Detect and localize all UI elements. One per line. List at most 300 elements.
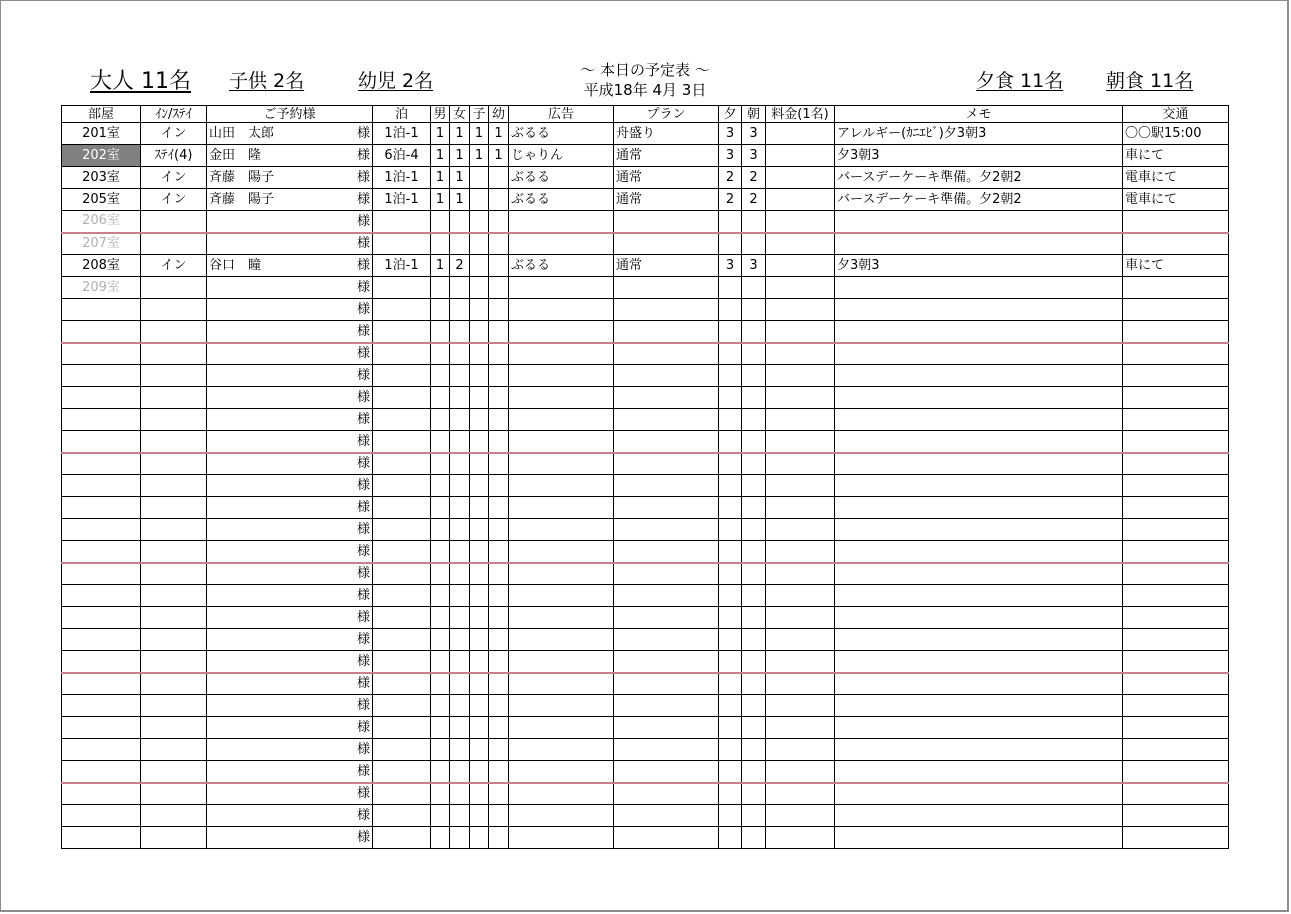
ad-cell[interactable] — [509, 233, 614, 255]
inout-cell[interactable] — [141, 365, 207, 387]
breakfast-cell[interactable]: 3 — [742, 123, 766, 145]
room-cell[interactable] — [62, 541, 141, 563]
breakfast-cell[interactable] — [742, 277, 766, 299]
room-cell[interactable] — [62, 717, 141, 739]
breakfast-cell[interactable] — [742, 695, 766, 717]
infant-cell[interactable] — [489, 475, 509, 497]
inout-cell[interactable] — [141, 585, 207, 607]
breakfast-cell[interactable] — [742, 365, 766, 387]
dinner-cell[interactable]: 2 — [719, 167, 742, 189]
room-cell[interactable]: 203室 — [62, 167, 141, 189]
ad-cell[interactable] — [509, 519, 614, 541]
inout-cell[interactable]: ｽﾃｲ(4) — [141, 145, 207, 167]
infant-cell[interactable] — [489, 607, 509, 629]
plan-cell[interactable] — [614, 365, 719, 387]
inout-cell[interactable]: イン — [141, 189, 207, 211]
female-cell[interactable]: 1 — [450, 189, 470, 211]
room-cell[interactable] — [62, 453, 141, 475]
infant-cell[interactable] — [489, 321, 509, 343]
inout-cell[interactable] — [141, 651, 207, 673]
dinner-cell[interactable] — [719, 409, 742, 431]
inout-cell[interactable] — [141, 541, 207, 563]
infant-cell[interactable]: 1 — [489, 123, 509, 145]
infant-cell[interactable] — [489, 453, 509, 475]
nights-cell[interactable] — [373, 761, 431, 783]
transport-cell[interactable] — [1123, 365, 1229, 387]
room-cell[interactable] — [62, 783, 141, 805]
ad-cell[interactable] — [509, 761, 614, 783]
room-cell[interactable] — [62, 299, 141, 321]
memo-cell[interactable] — [835, 431, 1123, 453]
ad-cell[interactable] — [509, 783, 614, 805]
guest-cell[interactable] — [207, 365, 373, 387]
ad-cell[interactable] — [509, 475, 614, 497]
child-cell[interactable] — [470, 541, 489, 563]
transport-cell[interactable] — [1123, 453, 1229, 475]
fee-cell[interactable] — [766, 717, 835, 739]
child-cell[interactable] — [470, 827, 489, 849]
transport-cell[interactable] — [1123, 343, 1229, 365]
infant-cell[interactable] — [489, 585, 509, 607]
nights-cell[interactable] — [373, 431, 431, 453]
dinner-cell[interactable] — [719, 321, 742, 343]
breakfast-cell[interactable]: 2 — [742, 189, 766, 211]
female-cell[interactable]: 1 — [450, 123, 470, 145]
ad-cell[interactable] — [509, 321, 614, 343]
transport-cell[interactable] — [1123, 299, 1229, 321]
nights-cell[interactable] — [373, 409, 431, 431]
memo-cell[interactable] — [835, 519, 1123, 541]
inout-cell[interactable] — [141, 761, 207, 783]
inout-cell[interactable] — [141, 695, 207, 717]
transport-cell[interactable] — [1123, 431, 1229, 453]
inout-cell[interactable] — [141, 629, 207, 651]
memo-cell[interactable] — [835, 673, 1123, 695]
inout-cell[interactable] — [141, 453, 207, 475]
male-cell[interactable]: 1 — [431, 189, 450, 211]
plan-cell[interactable] — [614, 343, 719, 365]
male-cell[interactable] — [431, 629, 450, 651]
plan-cell[interactable] — [614, 541, 719, 563]
male-cell[interactable] — [431, 761, 450, 783]
inout-cell[interactable] — [141, 563, 207, 585]
guest-cell[interactable] — [207, 585, 373, 607]
nights-cell[interactable] — [373, 695, 431, 717]
female-cell[interactable] — [450, 431, 470, 453]
memo-cell[interactable] — [835, 585, 1123, 607]
plan-cell[interactable] — [614, 783, 719, 805]
guest-cell[interactable] — [207, 189, 373, 211]
memo-cell[interactable] — [835, 783, 1123, 805]
ad-cell[interactable]: ぶるる — [509, 167, 614, 189]
nights-cell[interactable]: 1泊-1 — [373, 167, 431, 189]
female-cell[interactable] — [450, 805, 470, 827]
memo-cell[interactable]: アレルギー(ｶﾆｴﾋﾞ)夕3朝3 — [835, 123, 1123, 145]
plan-cell[interactable]: 通常 — [614, 189, 719, 211]
plan-cell[interactable] — [614, 233, 719, 255]
child-cell[interactable] — [470, 783, 489, 805]
inout-cell[interactable]: イン — [141, 123, 207, 145]
female-cell[interactable] — [450, 211, 470, 233]
fee-cell[interactable] — [766, 475, 835, 497]
nights-cell[interactable] — [373, 739, 431, 761]
breakfast-cell[interactable] — [742, 585, 766, 607]
plan-cell[interactable] — [614, 761, 719, 783]
guest-cell[interactable] — [207, 277, 373, 299]
male-cell[interactable] — [431, 409, 450, 431]
nights-cell[interactable] — [373, 211, 431, 233]
room-cell[interactable]: 208室 — [62, 255, 141, 277]
plan-cell[interactable] — [614, 673, 719, 695]
inout-cell[interactable] — [141, 211, 207, 233]
transport-cell[interactable] — [1123, 541, 1229, 563]
dinner-cell[interactable] — [719, 519, 742, 541]
transport-cell[interactable] — [1123, 409, 1229, 431]
transport-cell[interactable] — [1123, 651, 1229, 673]
breakfast-cell[interactable] — [742, 563, 766, 585]
guest-cell[interactable] — [207, 431, 373, 453]
memo-cell[interactable] — [835, 761, 1123, 783]
child-cell[interactable] — [470, 497, 489, 519]
child-cell[interactable] — [470, 189, 489, 211]
guest-cell[interactable] — [207, 453, 373, 475]
male-cell[interactable]: 1 — [431, 167, 450, 189]
female-cell[interactable] — [450, 827, 470, 849]
plan-cell[interactable]: 舟盛り — [614, 123, 719, 145]
memo-cell[interactable] — [835, 387, 1123, 409]
fee-cell[interactable] — [766, 255, 835, 277]
memo-cell[interactable]: 夕3朝3 — [835, 255, 1123, 277]
infant-cell[interactable] — [489, 167, 509, 189]
room-cell[interactable] — [62, 497, 141, 519]
infant-cell[interactable] — [489, 277, 509, 299]
breakfast-cell[interactable] — [742, 673, 766, 695]
room-cell[interactable] — [62, 629, 141, 651]
memo-cell[interactable] — [835, 651, 1123, 673]
male-cell[interactable] — [431, 387, 450, 409]
plan-cell[interactable] — [614, 519, 719, 541]
memo-cell[interactable] — [835, 541, 1123, 563]
female-cell[interactable] — [450, 739, 470, 761]
nights-cell[interactable] — [373, 519, 431, 541]
plan-cell[interactable] — [614, 409, 719, 431]
transport-cell[interactable] — [1123, 673, 1229, 695]
male-cell[interactable] — [431, 717, 450, 739]
breakfast-cell[interactable] — [742, 475, 766, 497]
room-cell[interactable]: 202室 — [62, 145, 141, 167]
fee-cell[interactable] — [766, 761, 835, 783]
infant-cell[interactable] — [489, 805, 509, 827]
ad-cell[interactable] — [509, 299, 614, 321]
female-cell[interactable] — [450, 497, 470, 519]
transport-cell[interactable] — [1123, 585, 1229, 607]
fee-cell[interactable] — [766, 189, 835, 211]
female-cell[interactable] — [450, 607, 470, 629]
memo-cell[interactable] — [835, 233, 1123, 255]
room-cell[interactable] — [62, 607, 141, 629]
breakfast-cell[interactable] — [742, 519, 766, 541]
transport-cell[interactable] — [1123, 563, 1229, 585]
ad-cell[interactable] — [509, 739, 614, 761]
room-cell[interactable] — [62, 519, 141, 541]
ad-cell[interactable]: ぶるる — [509, 123, 614, 145]
memo-cell[interactable] — [835, 805, 1123, 827]
fee-cell[interactable] — [766, 651, 835, 673]
male-cell[interactable]: 1 — [431, 123, 450, 145]
male-cell[interactable] — [431, 453, 450, 475]
breakfast-cell[interactable] — [742, 233, 766, 255]
inout-cell[interactable] — [141, 673, 207, 695]
infant-cell[interactable] — [489, 343, 509, 365]
female-cell[interactable] — [450, 343, 470, 365]
ad-cell[interactable]: じゃりん — [509, 145, 614, 167]
memo-cell[interactable] — [835, 695, 1123, 717]
room-cell[interactable] — [62, 585, 141, 607]
ad-cell[interactable] — [509, 409, 614, 431]
male-cell[interactable] — [431, 431, 450, 453]
transport-cell[interactable] — [1123, 519, 1229, 541]
nights-cell[interactable]: 6泊-4 — [373, 145, 431, 167]
dinner-cell[interactable] — [719, 233, 742, 255]
child-cell[interactable] — [470, 585, 489, 607]
guest-cell[interactable] — [207, 343, 373, 365]
nights-cell[interactable] — [373, 827, 431, 849]
inout-cell[interactable] — [141, 343, 207, 365]
female-cell[interactable] — [450, 299, 470, 321]
room-cell[interactable] — [62, 805, 141, 827]
guest-cell[interactable] — [207, 695, 373, 717]
memo-cell[interactable] — [835, 563, 1123, 585]
transport-cell[interactable] — [1123, 805, 1229, 827]
inout-cell[interactable]: イン — [141, 167, 207, 189]
dinner-cell[interactable] — [719, 365, 742, 387]
female-cell[interactable] — [450, 453, 470, 475]
dinner-cell[interactable] — [719, 211, 742, 233]
dinner-cell[interactable] — [719, 563, 742, 585]
male-cell[interactable] — [431, 321, 450, 343]
inout-cell[interactable] — [141, 739, 207, 761]
inout-cell[interactable] — [141, 805, 207, 827]
ad-cell[interactable] — [509, 453, 614, 475]
guest-cell[interactable] — [207, 167, 373, 189]
nights-cell[interactable] — [373, 629, 431, 651]
infant-cell[interactable] — [489, 651, 509, 673]
dinner-cell[interactable] — [719, 387, 742, 409]
child-cell[interactable] — [470, 563, 489, 585]
ad-cell[interactable]: ぶるる — [509, 255, 614, 277]
infant-cell[interactable] — [489, 211, 509, 233]
breakfast-cell[interactable] — [742, 409, 766, 431]
infant-cell[interactable] — [489, 629, 509, 651]
breakfast-cell[interactable] — [742, 497, 766, 519]
infant-cell[interactable] — [489, 189, 509, 211]
plan-cell[interactable] — [614, 629, 719, 651]
fee-cell[interactable] — [766, 673, 835, 695]
memo-cell[interactable] — [835, 343, 1123, 365]
guest-cell[interactable] — [207, 497, 373, 519]
dinner-cell[interactable]: 3 — [719, 255, 742, 277]
plan-cell[interactable] — [614, 827, 719, 849]
nights-cell[interactable]: 1泊-1 — [373, 123, 431, 145]
inout-cell[interactable] — [141, 299, 207, 321]
child-cell[interactable] — [470, 365, 489, 387]
nights-cell[interactable] — [373, 475, 431, 497]
male-cell[interactable]: 1 — [431, 145, 450, 167]
dinner-cell[interactable] — [719, 607, 742, 629]
infant-cell[interactable] — [489, 563, 509, 585]
fee-cell[interactable] — [766, 805, 835, 827]
breakfast-cell[interactable] — [742, 629, 766, 651]
fee-cell[interactable] — [766, 519, 835, 541]
fee-cell[interactable] — [766, 123, 835, 145]
fee-cell[interactable] — [766, 233, 835, 255]
guest-cell[interactable] — [207, 761, 373, 783]
dinner-cell[interactable] — [719, 695, 742, 717]
room-cell[interactable] — [62, 409, 141, 431]
transport-cell[interactable]: 車にて — [1123, 145, 1229, 167]
male-cell[interactable] — [431, 541, 450, 563]
inout-cell[interactable] — [141, 783, 207, 805]
male-cell[interactable] — [431, 607, 450, 629]
nights-cell[interactable] — [373, 453, 431, 475]
infant-cell[interactable] — [489, 519, 509, 541]
memo-cell[interactable] — [835, 277, 1123, 299]
dinner-cell[interactable] — [719, 585, 742, 607]
fee-cell[interactable] — [766, 585, 835, 607]
child-cell[interactable] — [470, 321, 489, 343]
inout-cell[interactable] — [141, 827, 207, 849]
child-cell[interactable]: 1 — [470, 145, 489, 167]
breakfast-cell[interactable] — [742, 717, 766, 739]
nights-cell[interactable] — [373, 343, 431, 365]
dinner-cell[interactable] — [719, 629, 742, 651]
transport-cell[interactable] — [1123, 233, 1229, 255]
plan-cell[interactable] — [614, 475, 719, 497]
ad-cell[interactable] — [509, 563, 614, 585]
dinner-cell[interactable] — [719, 497, 742, 519]
nights-cell[interactable] — [373, 497, 431, 519]
memo-cell[interactable] — [835, 827, 1123, 849]
plan-cell[interactable] — [614, 321, 719, 343]
breakfast-cell[interactable] — [742, 453, 766, 475]
guest-cell[interactable] — [207, 673, 373, 695]
dinner-cell[interactable]: 3 — [719, 123, 742, 145]
room-cell[interactable]: 209室 — [62, 277, 141, 299]
infant-cell[interactable] — [489, 255, 509, 277]
ad-cell[interactable] — [509, 277, 614, 299]
guest-cell[interactable] — [207, 805, 373, 827]
room-cell[interactable] — [62, 827, 141, 849]
dinner-cell[interactable]: 3 — [719, 145, 742, 167]
nights-cell[interactable]: 1泊-1 — [373, 189, 431, 211]
child-cell[interactable] — [470, 277, 489, 299]
male-cell[interactable] — [431, 651, 450, 673]
fee-cell[interactable] — [766, 431, 835, 453]
transport-cell[interactable] — [1123, 497, 1229, 519]
fee-cell[interactable] — [766, 607, 835, 629]
nights-cell[interactable] — [373, 783, 431, 805]
female-cell[interactable] — [450, 233, 470, 255]
ad-cell[interactable] — [509, 805, 614, 827]
guest-cell[interactable] — [207, 827, 373, 849]
infant-cell[interactable] — [489, 365, 509, 387]
memo-cell[interactable] — [835, 607, 1123, 629]
guest-cell[interactable] — [207, 563, 373, 585]
room-cell[interactable] — [62, 739, 141, 761]
female-cell[interactable] — [450, 365, 470, 387]
room-cell[interactable] — [62, 321, 141, 343]
dinner-cell[interactable] — [719, 299, 742, 321]
female-cell[interactable] — [450, 651, 470, 673]
ad-cell[interactable] — [509, 497, 614, 519]
memo-cell[interactable]: バースデーケーキ準備。夕2朝2 — [835, 167, 1123, 189]
male-cell[interactable]: 1 — [431, 255, 450, 277]
fee-cell[interactable] — [766, 563, 835, 585]
dinner-cell[interactable] — [719, 805, 742, 827]
plan-cell[interactable]: 通常 — [614, 255, 719, 277]
child-cell[interactable] — [470, 211, 489, 233]
fee-cell[interactable] — [766, 783, 835, 805]
female-cell[interactable] — [450, 387, 470, 409]
fee-cell[interactable] — [766, 343, 835, 365]
breakfast-cell[interactable] — [742, 541, 766, 563]
child-cell[interactable] — [470, 629, 489, 651]
ad-cell[interactable] — [509, 673, 614, 695]
memo-cell[interactable]: 夕3朝3 — [835, 145, 1123, 167]
guest-cell[interactable] — [207, 145, 373, 167]
plan-cell[interactable] — [614, 563, 719, 585]
infant-cell[interactable] — [489, 695, 509, 717]
infant-cell[interactable] — [489, 497, 509, 519]
inout-cell[interactable] — [141, 321, 207, 343]
transport-cell[interactable] — [1123, 475, 1229, 497]
ad-cell[interactable] — [509, 717, 614, 739]
transport-cell[interactable]: 電車にて — [1123, 189, 1229, 211]
inout-cell[interactable] — [141, 717, 207, 739]
child-cell[interactable] — [470, 255, 489, 277]
nights-cell[interactable] — [373, 365, 431, 387]
inout-cell[interactable] — [141, 497, 207, 519]
guest-cell[interactable] — [207, 541, 373, 563]
plan-cell[interactable] — [614, 695, 719, 717]
dinner-cell[interactable] — [719, 475, 742, 497]
transport-cell[interactable] — [1123, 607, 1229, 629]
guest-cell[interactable] — [207, 783, 373, 805]
breakfast-cell[interactable]: 3 — [742, 145, 766, 167]
male-cell[interactable] — [431, 783, 450, 805]
ad-cell[interactable] — [509, 695, 614, 717]
memo-cell[interactable] — [835, 321, 1123, 343]
male-cell[interactable] — [431, 475, 450, 497]
inout-cell[interactable] — [141, 607, 207, 629]
child-cell[interactable] — [470, 519, 489, 541]
female-cell[interactable] — [450, 409, 470, 431]
ad-cell[interactable] — [509, 585, 614, 607]
male-cell[interactable] — [431, 211, 450, 233]
guest-cell[interactable] — [207, 299, 373, 321]
male-cell[interactable] — [431, 519, 450, 541]
room-cell[interactable]: 206室 — [62, 211, 141, 233]
ad-cell[interactable] — [509, 343, 614, 365]
female-cell[interactable] — [450, 585, 470, 607]
child-cell[interactable] — [470, 453, 489, 475]
breakfast-cell[interactable] — [742, 761, 766, 783]
transport-cell[interactable] — [1123, 211, 1229, 233]
ad-cell[interactable] — [509, 387, 614, 409]
dinner-cell[interactable] — [719, 761, 742, 783]
child-cell[interactable] — [470, 387, 489, 409]
breakfast-cell[interactable] — [742, 431, 766, 453]
